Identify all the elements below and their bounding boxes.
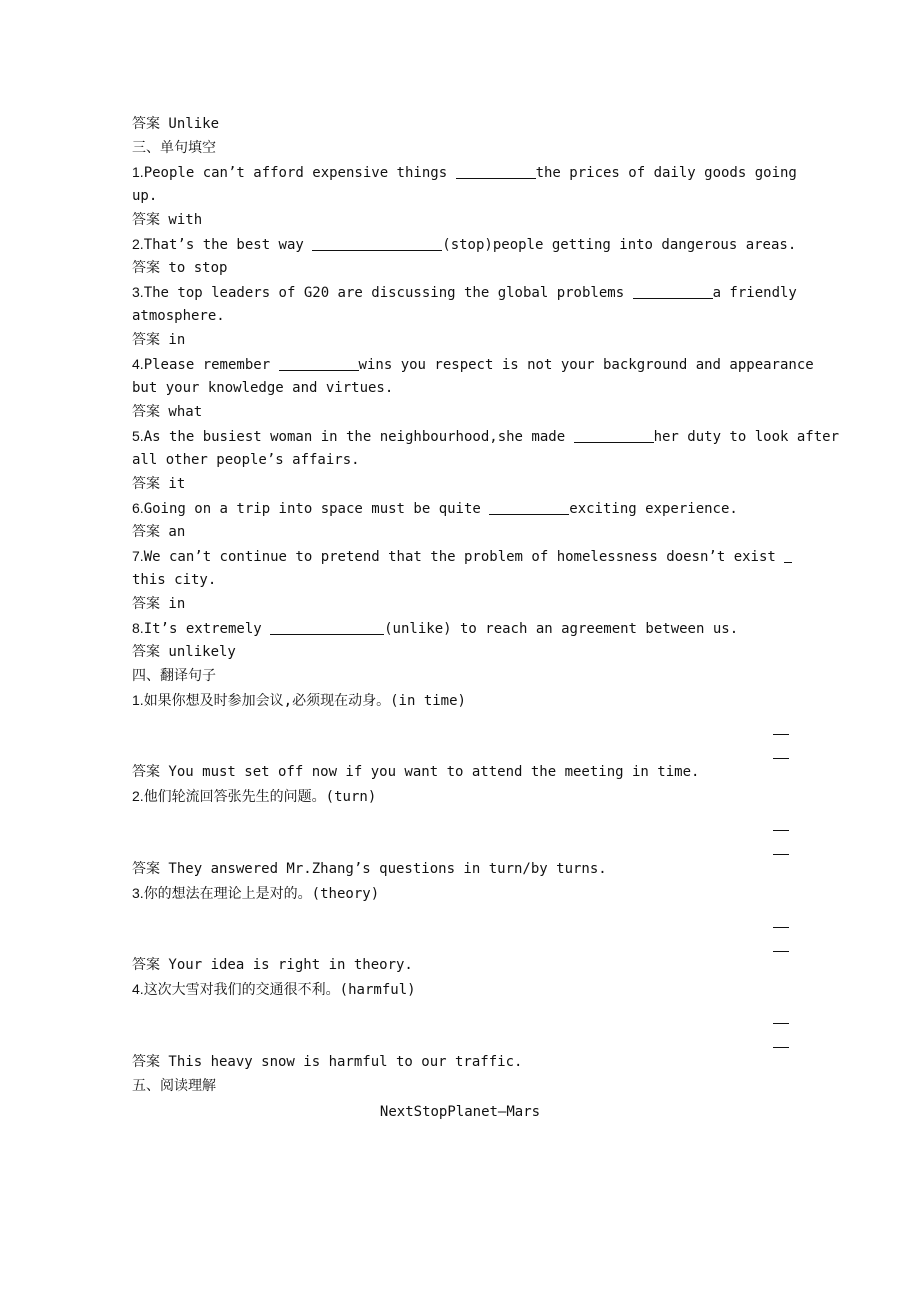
fill-question-5 xyxy=(132,424,839,448)
translate-question-1 xyxy=(132,688,790,712)
answer-blank xyxy=(633,284,713,299)
answer-6: 答案 an xyxy=(132,524,186,540)
question-text-before: As the busiest woman in the neighbourhood,she made xyxy=(143,429,574,445)
translate-answer-1: 答案 You must set off now if you want to attend the meeting in time. xyxy=(132,764,700,780)
answer-line xyxy=(773,854,789,855)
translate-answer-4: 答案 This heavy snow is harmful to our traffic. xyxy=(132,1054,523,1070)
answer-8: 答案 unlikely xyxy=(132,644,236,660)
question-text-before: People can’t afford expensive things xyxy=(143,165,456,181)
answer-blank xyxy=(489,500,569,515)
answer-blank xyxy=(456,164,536,179)
question-number: 6. xyxy=(132,500,144,516)
answer-blank xyxy=(279,356,359,371)
question-text-before: That’s the best way xyxy=(143,237,313,253)
answer-blank xyxy=(784,548,792,563)
question-number: 5. xyxy=(132,428,144,444)
question-number: 2. xyxy=(132,788,144,804)
answer-1: 答案 with xyxy=(132,212,203,228)
question-1-continuation: up. xyxy=(132,188,158,204)
answer-4: 答案 what xyxy=(132,404,203,420)
question-text-before: Going on a trip into space must be quite xyxy=(143,501,490,517)
question-number: 1. xyxy=(132,164,144,180)
fill-question-1 xyxy=(132,160,797,184)
question-7-continuation: this city. xyxy=(132,572,217,588)
question-text: 如果你想及时参加会议,必须现在动身。(in time) xyxy=(143,693,466,709)
section-5-heading: 五、阅读理解 xyxy=(132,1078,216,1094)
fill-question-8 xyxy=(132,616,790,640)
answer-line xyxy=(773,1023,789,1024)
reading-title: NextStopPlanet—Mars xyxy=(379,1104,541,1120)
translate-answer-2: 答案 They answered Mr.Zhang’s questions in turn/by turns. xyxy=(132,861,607,877)
fill-question-2 xyxy=(132,232,797,256)
translate-question-2 xyxy=(132,784,790,808)
answer-line xyxy=(773,758,789,759)
answer-5: 答案 it xyxy=(132,476,186,492)
fill-question-3 xyxy=(132,280,797,304)
question-number: 1. xyxy=(132,692,144,708)
question-text-before: The top leaders of G20 are discussing the global problems xyxy=(143,285,633,301)
answer-3: 答案 in xyxy=(132,332,186,348)
answer-line xyxy=(773,927,789,928)
question-number: 4. xyxy=(132,981,144,997)
question-text-after: her duty to look after xyxy=(653,429,839,445)
question-text-after: (unlike) to reach an agreement between us. xyxy=(384,621,739,637)
question-number: 3. xyxy=(132,284,144,300)
answer-line xyxy=(773,1047,789,1048)
question-number: 3. xyxy=(132,885,144,901)
translate-question-4 xyxy=(132,977,790,1001)
answer-2: 答案 to stop xyxy=(132,260,228,276)
answer-blank xyxy=(312,236,442,251)
answer-line xyxy=(773,734,789,735)
question-text-before: We can’t continue to pretend that the problem of homelessness doesn’t exist xyxy=(143,549,785,565)
answer-line xyxy=(773,951,789,952)
section-3-heading: 三、单句填空 xyxy=(132,140,216,156)
question-text: 你的想法在理论上是对的。(theory) xyxy=(143,886,380,902)
answer-blank xyxy=(270,620,384,635)
question-text-after: a friendly xyxy=(712,285,797,301)
fill-question-6 xyxy=(132,496,790,520)
answer-blank xyxy=(574,428,654,443)
question-number: 2. xyxy=(132,236,144,252)
question-text-after: the prices of daily goods going xyxy=(535,165,797,181)
answer-line xyxy=(773,830,789,831)
fill-question-7 xyxy=(132,544,790,568)
question-5-continuation: all other people’s affairs. xyxy=(132,452,360,468)
section-4-heading: 四、翻译句子 xyxy=(132,668,216,684)
fill-question-4 xyxy=(132,352,814,376)
question-3-continuation: atmosphere. xyxy=(132,308,225,324)
answer-7: 答案 in xyxy=(132,596,186,612)
translate-question-3 xyxy=(132,881,790,905)
question-number: 8. xyxy=(132,620,144,636)
question-text-after: exciting experience. xyxy=(569,501,738,517)
question-number: 7. xyxy=(132,548,144,564)
question-text-after: (stop)people getting into dangerous areas. xyxy=(442,237,797,253)
question-text-before: It’s extremely xyxy=(143,621,271,637)
question-text-after: wins you respect is not your background and appearance xyxy=(358,357,814,373)
question-text-before: Please remember xyxy=(143,357,279,373)
question-text: 他们轮流回答张先生的问题。(turn) xyxy=(143,789,377,805)
question-4-continuation: but your knowledge and virtues. xyxy=(132,380,394,396)
translate-answer-3: 答案 Your idea is right in theory. xyxy=(132,957,413,973)
question-number: 4. xyxy=(132,356,144,372)
question-text: 这次大雪对我们的交通很不利。(harmful) xyxy=(143,982,416,998)
answer-prev: 答案 Unlike xyxy=(132,116,220,132)
